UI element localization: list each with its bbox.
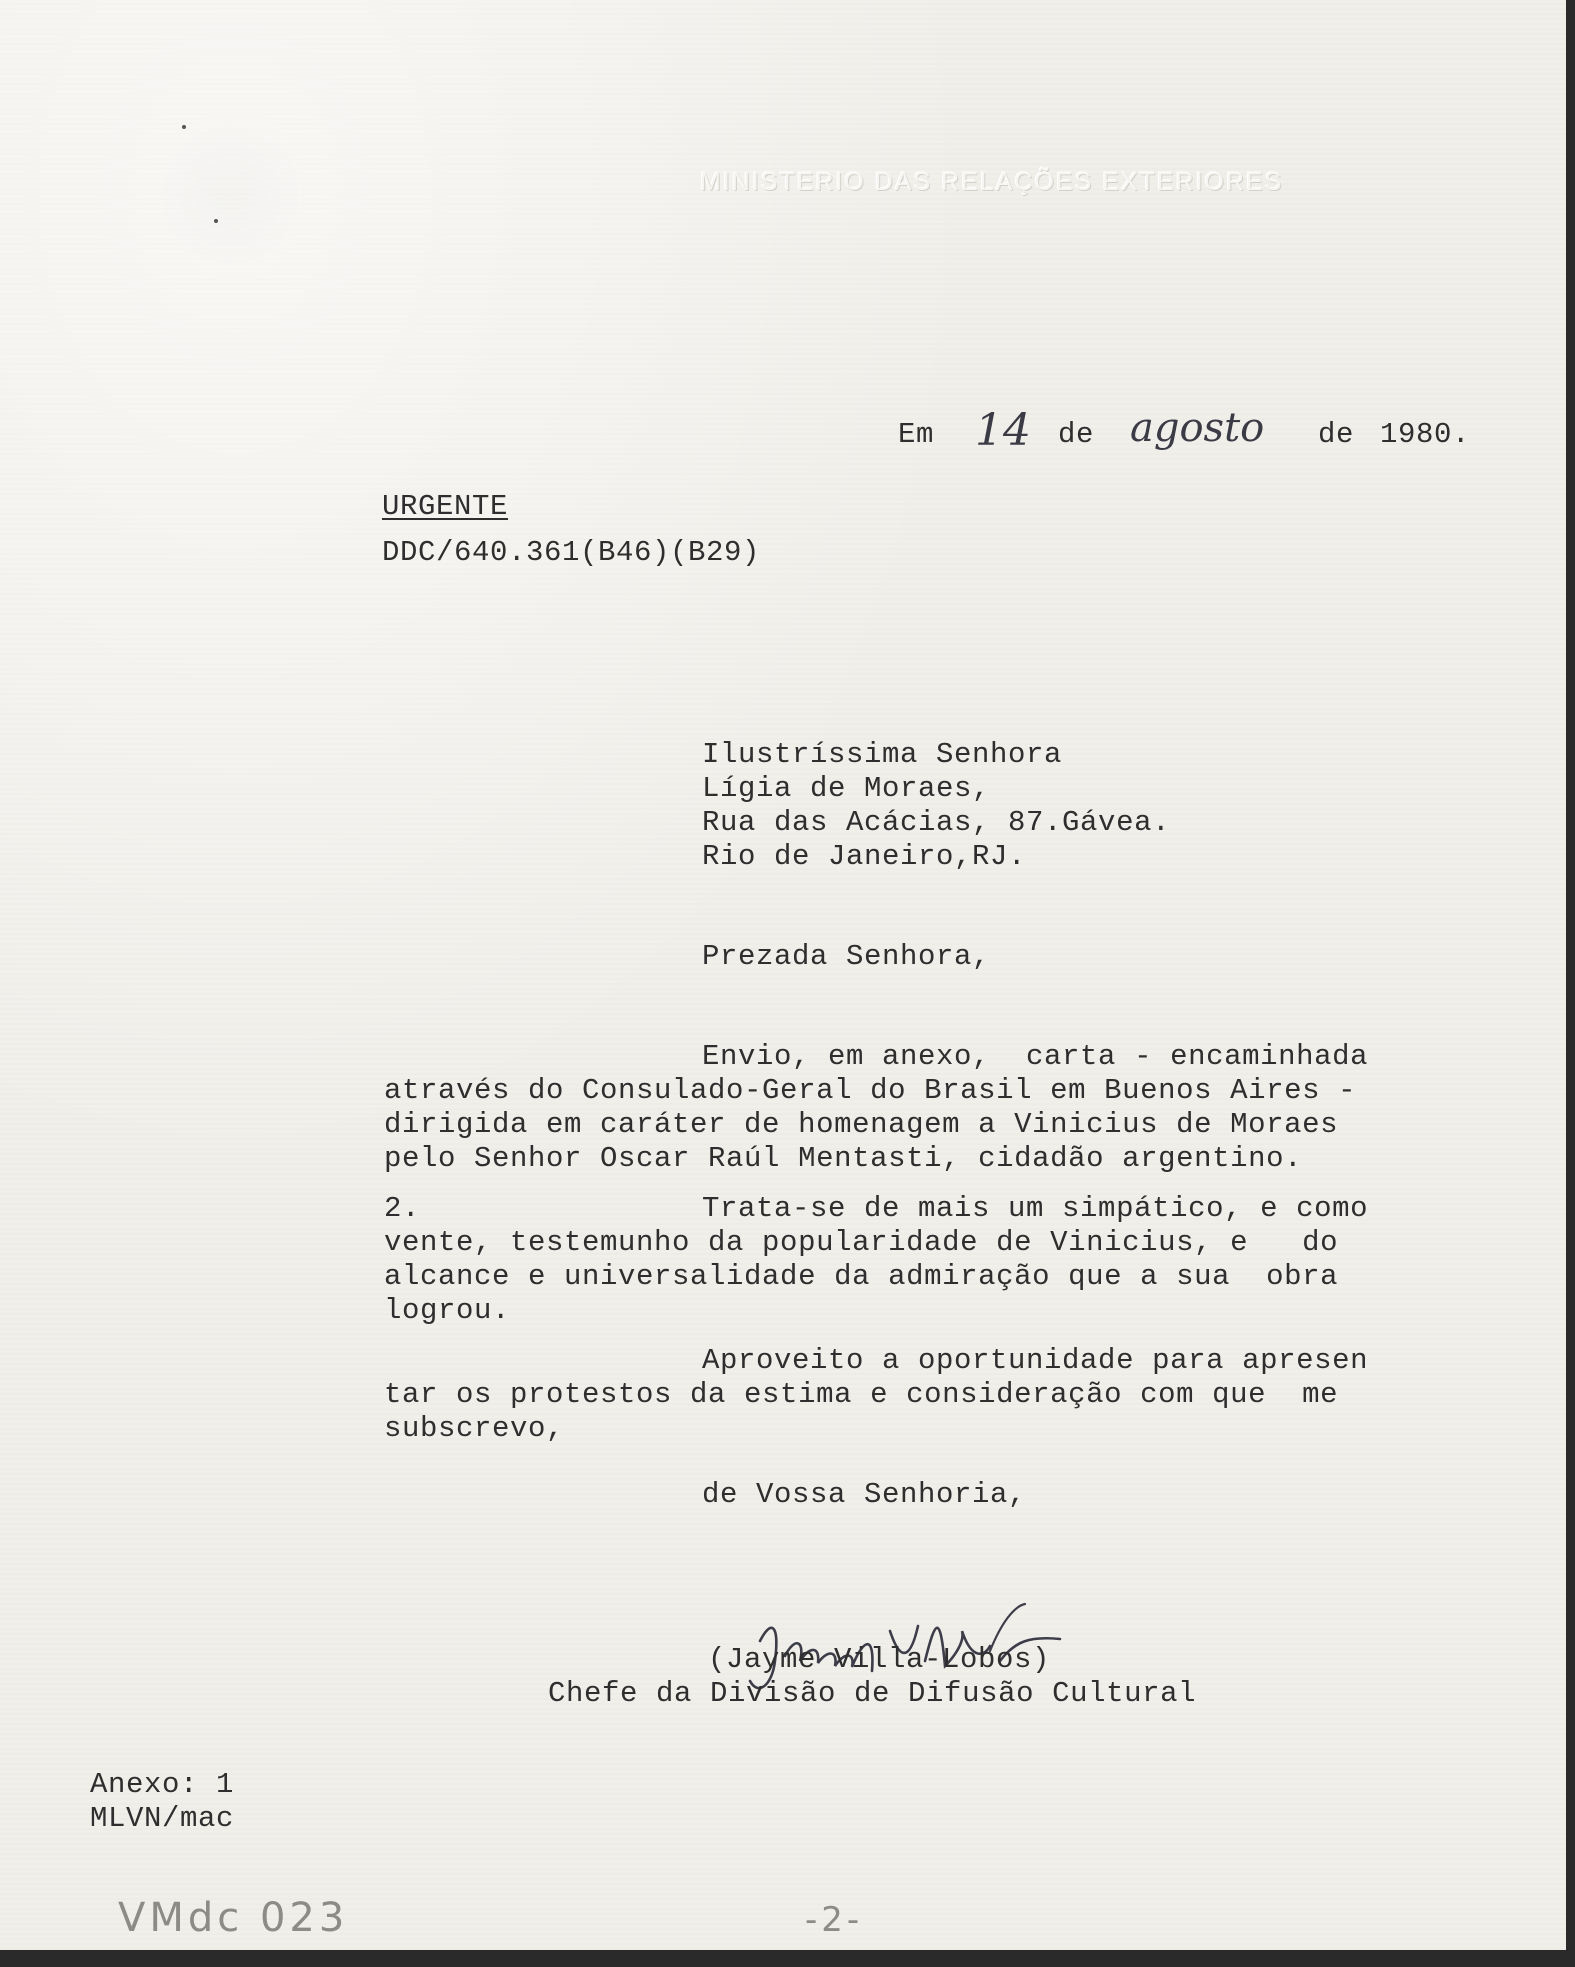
- body-line: alcance e universalidade da admiração que a sua obra: [384, 1260, 1339, 1293]
- body-line: Trata-se de mais um simpático, e como: [702, 1192, 1369, 1225]
- body-line: subscrevo,: [384, 1412, 565, 1445]
- recipient-line: Rio de Janeiro,RJ.: [702, 840, 1027, 873]
- date-day-handwritten: 14: [975, 405, 1031, 456]
- body-line: tar os protestos da estima e consideração com que me: [384, 1378, 1339, 1411]
- signatory-name: (Jayme Villa-Lobos): [708, 1643, 1051, 1676]
- body-line: dirigida em caráter de homenagem a Vinicius de Moraes: [384, 1108, 1339, 1141]
- paper-speck: [182, 125, 186, 129]
- recipient-line: Ilustríssima Senhora: [702, 738, 1063, 771]
- body-line: Aproveito a oportunidade para apresen: [702, 1344, 1369, 1377]
- body-line: através do Consulado-Geral do Brasil em Buenos Aires -: [384, 1074, 1357, 1107]
- date-prefix: Em: [898, 418, 935, 451]
- date-de: de: [1318, 418, 1355, 451]
- typist-initials: MLVN/mac: [90, 1802, 235, 1835]
- paragraph-number: 2.: [384, 1192, 421, 1225]
- recipient-line: Lígia de Moraes,: [702, 772, 991, 805]
- body-line: vente, testemunho da popularidade de Vinicius, e do: [384, 1226, 1339, 1259]
- annex-count: Anexo: 1: [90, 1768, 235, 1801]
- embossed-seal: [150, 120, 310, 270]
- recipient-line: Rua das Acácias, 87.Gávea.: [702, 806, 1171, 839]
- body-line: logrou.: [384, 1294, 511, 1327]
- date-year: 1980.: [1380, 418, 1471, 451]
- salutation: Prezada Senhora,: [702, 940, 991, 973]
- date-de: de: [1058, 418, 1095, 451]
- body-line: pelo Senhor Oscar Raúl Mentasti, cidadão argentino.: [384, 1142, 1303, 1175]
- body-line: Envio, em anexo, carta - encaminhada: [702, 1040, 1369, 1073]
- paper-speck: [214, 219, 218, 223]
- priority-label: URGENTE: [382, 490, 509, 523]
- reference-code: DDC/640.361(B46)(B29): [382, 536, 761, 569]
- archive-code-pencil: VMdc 023: [118, 1895, 349, 1941]
- signatory-title: Chefe da Divisão de Difusão Cultural: [548, 1677, 1197, 1710]
- closing: de Vossa Senhoria,: [702, 1478, 1027, 1511]
- page-marker-pencil: -2-: [805, 1900, 864, 1940]
- date-month-handwritten: agosto: [1130, 405, 1265, 451]
- letterhead-ministry: MINISTERIO DAS RELAÇÕES EXTERIORES: [700, 168, 1284, 196]
